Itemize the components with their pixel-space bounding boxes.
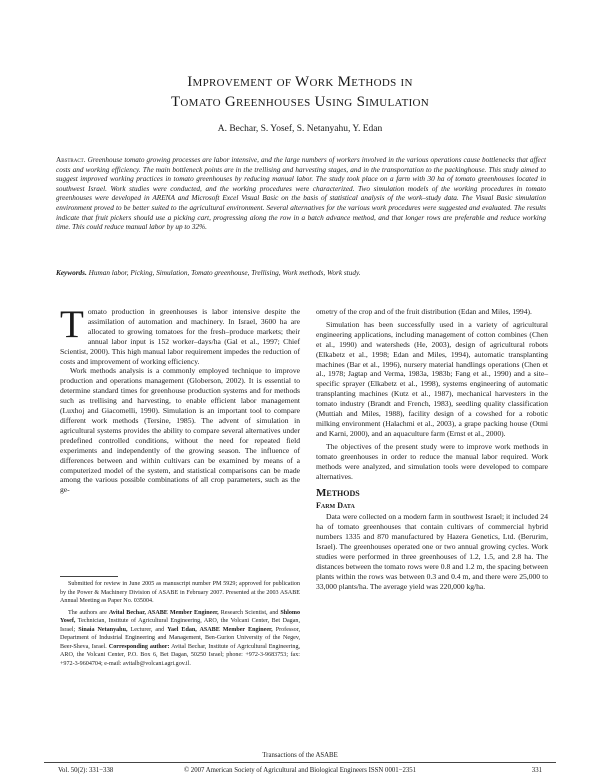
volume-pages: Vol. 50(2): 331−338 xyxy=(58,767,114,774)
copyright: © 2007 American Society of Agricultural and Biological Engineers ISSN 0001−2351 xyxy=(183,767,417,774)
author-list: A. Bechar, S. Yosef, S. Netanyahu, Y. Edan xyxy=(217,124,383,134)
title-line-2: Tomato Greenhouses Using Simulation xyxy=(170,94,430,110)
paper-title xyxy=(0,72,600,112)
submission-note: Submitted for review in June 2005 as manuscript number PM 5929; approved for publication by the Power & Machinery Division of ASABE in February 2007. Presented at the 2003 ASABE Annual Meeting as Paper No. 035004. xyxy=(60,581,300,604)
title-line-1: Improvement of Work Methods in xyxy=(187,74,413,90)
footnote-divider xyxy=(60,576,118,577)
methods-heading: Methods xyxy=(316,487,360,500)
work-methods-paragraph: Work methods analysis is a commonly employed technique to improve production and operations management (Globerson, 2002). It is essential to determine standard times for greenhouse production systems and for methods such as trellising and harvesting, to enable efficient labor management (Luxhoj and Giacomelli, 1990). Simulation is an important tool to compare different work methods (Tersine, 1985). The advent of simulation in agricultural systems provides the ability to compare several alternatives under predefined controlled conditions, without the need for repeated field experiments and independently of the growing season. The influence of differences between and within cultivars can be examined by means of a computerized model of the system, and statistical comparisons can be made among the various possible combinations of all crop parameters, such as the ge- xyxy=(60,366,300,495)
continued-paragraph: ometry of the crop and of the fruit distribution (Edan and Miles, 1994). xyxy=(316,307,532,316)
abstract xyxy=(56,156,546,233)
drop-cap: T xyxy=(60,303,84,346)
page-number: 331 xyxy=(531,767,542,774)
abstract-text: Greenhouse tomato growing processes are labor intensive, and the large numbers of workers involved in the various operations cause bottlenecks that affect costs and working efficiency. The main bottleneck points are in the trellising and harvesting stages, and in the transportation to the packinghouse. This study aimed to suggest improved working practices in tomato greenhouses by reducing manual labor. The study took place on a farm with 30 ha of tomato greenhouses located in southwest Israel. Work studies were conducted, and the working procedures were characterized. Two simulation models of the working procedures in tomato greenhouses were developed in ARENA and Microsoft Excel Visual Basic on the basis of statistical analysis of the work–study data. The Visual Basic simulation environment proved to be better suited to the agricultural environment. Several alternatives for the various work procedures were suggested and evaluated. The results indicate that fruit pickers should use a picking cart, progressing along the row in a batch advance method, and that longer rows are preferable and reduce working time. This could reduce manual labor by up to 32%. xyxy=(56,156,547,232)
journal-name: Transactions of the ASABE xyxy=(262,752,338,759)
footnote xyxy=(60,580,300,668)
keywords-label: Keywords. xyxy=(56,269,87,277)
left-column xyxy=(60,303,300,495)
keywords-text: Human labor, Picking, Simulation, Tomato greenhouse, Trellising, Work methods, Work study. xyxy=(88,269,361,277)
intro-paragraph: omato production in greenhouses is labor intensive despite the assimilation of automation and machinery. In Israel, 3600 ha are allocated to growing tomatoes for the fresh–produce markets; their annual labor input is 152 worker–days/ha (Gal et al., 1997; Chief Scientist, 2000). This high manual labor requirement impedes the reduction of costs and improvement of working efficiency. xyxy=(60,307,300,366)
keywords xyxy=(56,269,546,279)
footer-divider xyxy=(44,762,556,763)
farm-data-paragraph: Data were collected on a modern farm in southwest Israel; it included 24 ha of tomato greenhouses that contain cultivars of commercial hybrid numbers 1335 and 870 manufactured by Hazera Genetics, Ltd. (Berurim, Israel). The greenhouses operated one or two annual growing cycles. Work studies were performed in three greenhouses of 1.2, 1.5, and 2.8 ha. The distances between the tomato rows were 0.8 and 1.2 m, the spacing between plants within the rows was between 0.3 and 0.4 m, and there were 25,000 to 33,000 plants/ha. The average yield was 220,000 kg/ha. xyxy=(316,512,548,591)
author-affiliations: The authors are Avital Bechar, ASABE Member Engineer, Research Scientist, and Shlomo Yosef, Technician, Institute of Agricultural Engineering, ARO, the Volcani Center, Bet Dagan, Israel; Sinaia Netanyahu, Lecturer, and Yael Edan, ASABE Member Engineer, Professor, Department of Industrial Engineering and Management, Ben-Gurion University of the Negev, Beer-Sheva, Israel. Corresponding author: Avital Bechar, Institute of Agricultural Engineering, ARO, the Volcani Center, P.O. Box 6, Bet Dagan, 50250 Israel; phone: +972-3-9683753; fax: +972-3-9604704; e-mail: avitalb@volcani.agri.gov.il. xyxy=(60,609,301,667)
farm-data-heading: Farm Data xyxy=(316,501,355,511)
objectives-paragraph: The objectives of the present study were to improve work methods in tomato greenhouses in order to reduce the manual labor required. Work methods were analyzed, and simulation tools were developed to compare alternatives. xyxy=(316,441,548,481)
abstract-label: Abstract. xyxy=(56,156,86,164)
simulation-paragraph: Simulation has been successfully used in a variety of agricultural engineering applications, including management of cotton combines (Chen et al., 1990) and watersheds (He, 2003), design of agricultural robots (Elkabetz et al., 1998; Edan and Miles, 1994), automatic transplanting machines (Bar et al., 1996), nursery material handlings operations (Chen et al., 1978; Jagtap and Verma, 1983a, 1983b; Fang et al., 1990) and a site–specific sprayer (Elkabetz et al., 1998), systems engineering of automatic transplanting machines (Kutz et al., 1987), mechanical harvesters in the tomato industry (Brandt and French, 1983), seedling quality classification (Muttiah and Miles, 1988), facility design of a cowshed for a robotic milking environment (Halachmi et al., 2003), a grape packing house (Otmi and Karni, 2000), and an aquaculture farm (Ernst et al., 2000). xyxy=(316,319,548,438)
right-column xyxy=(316,307,548,591)
